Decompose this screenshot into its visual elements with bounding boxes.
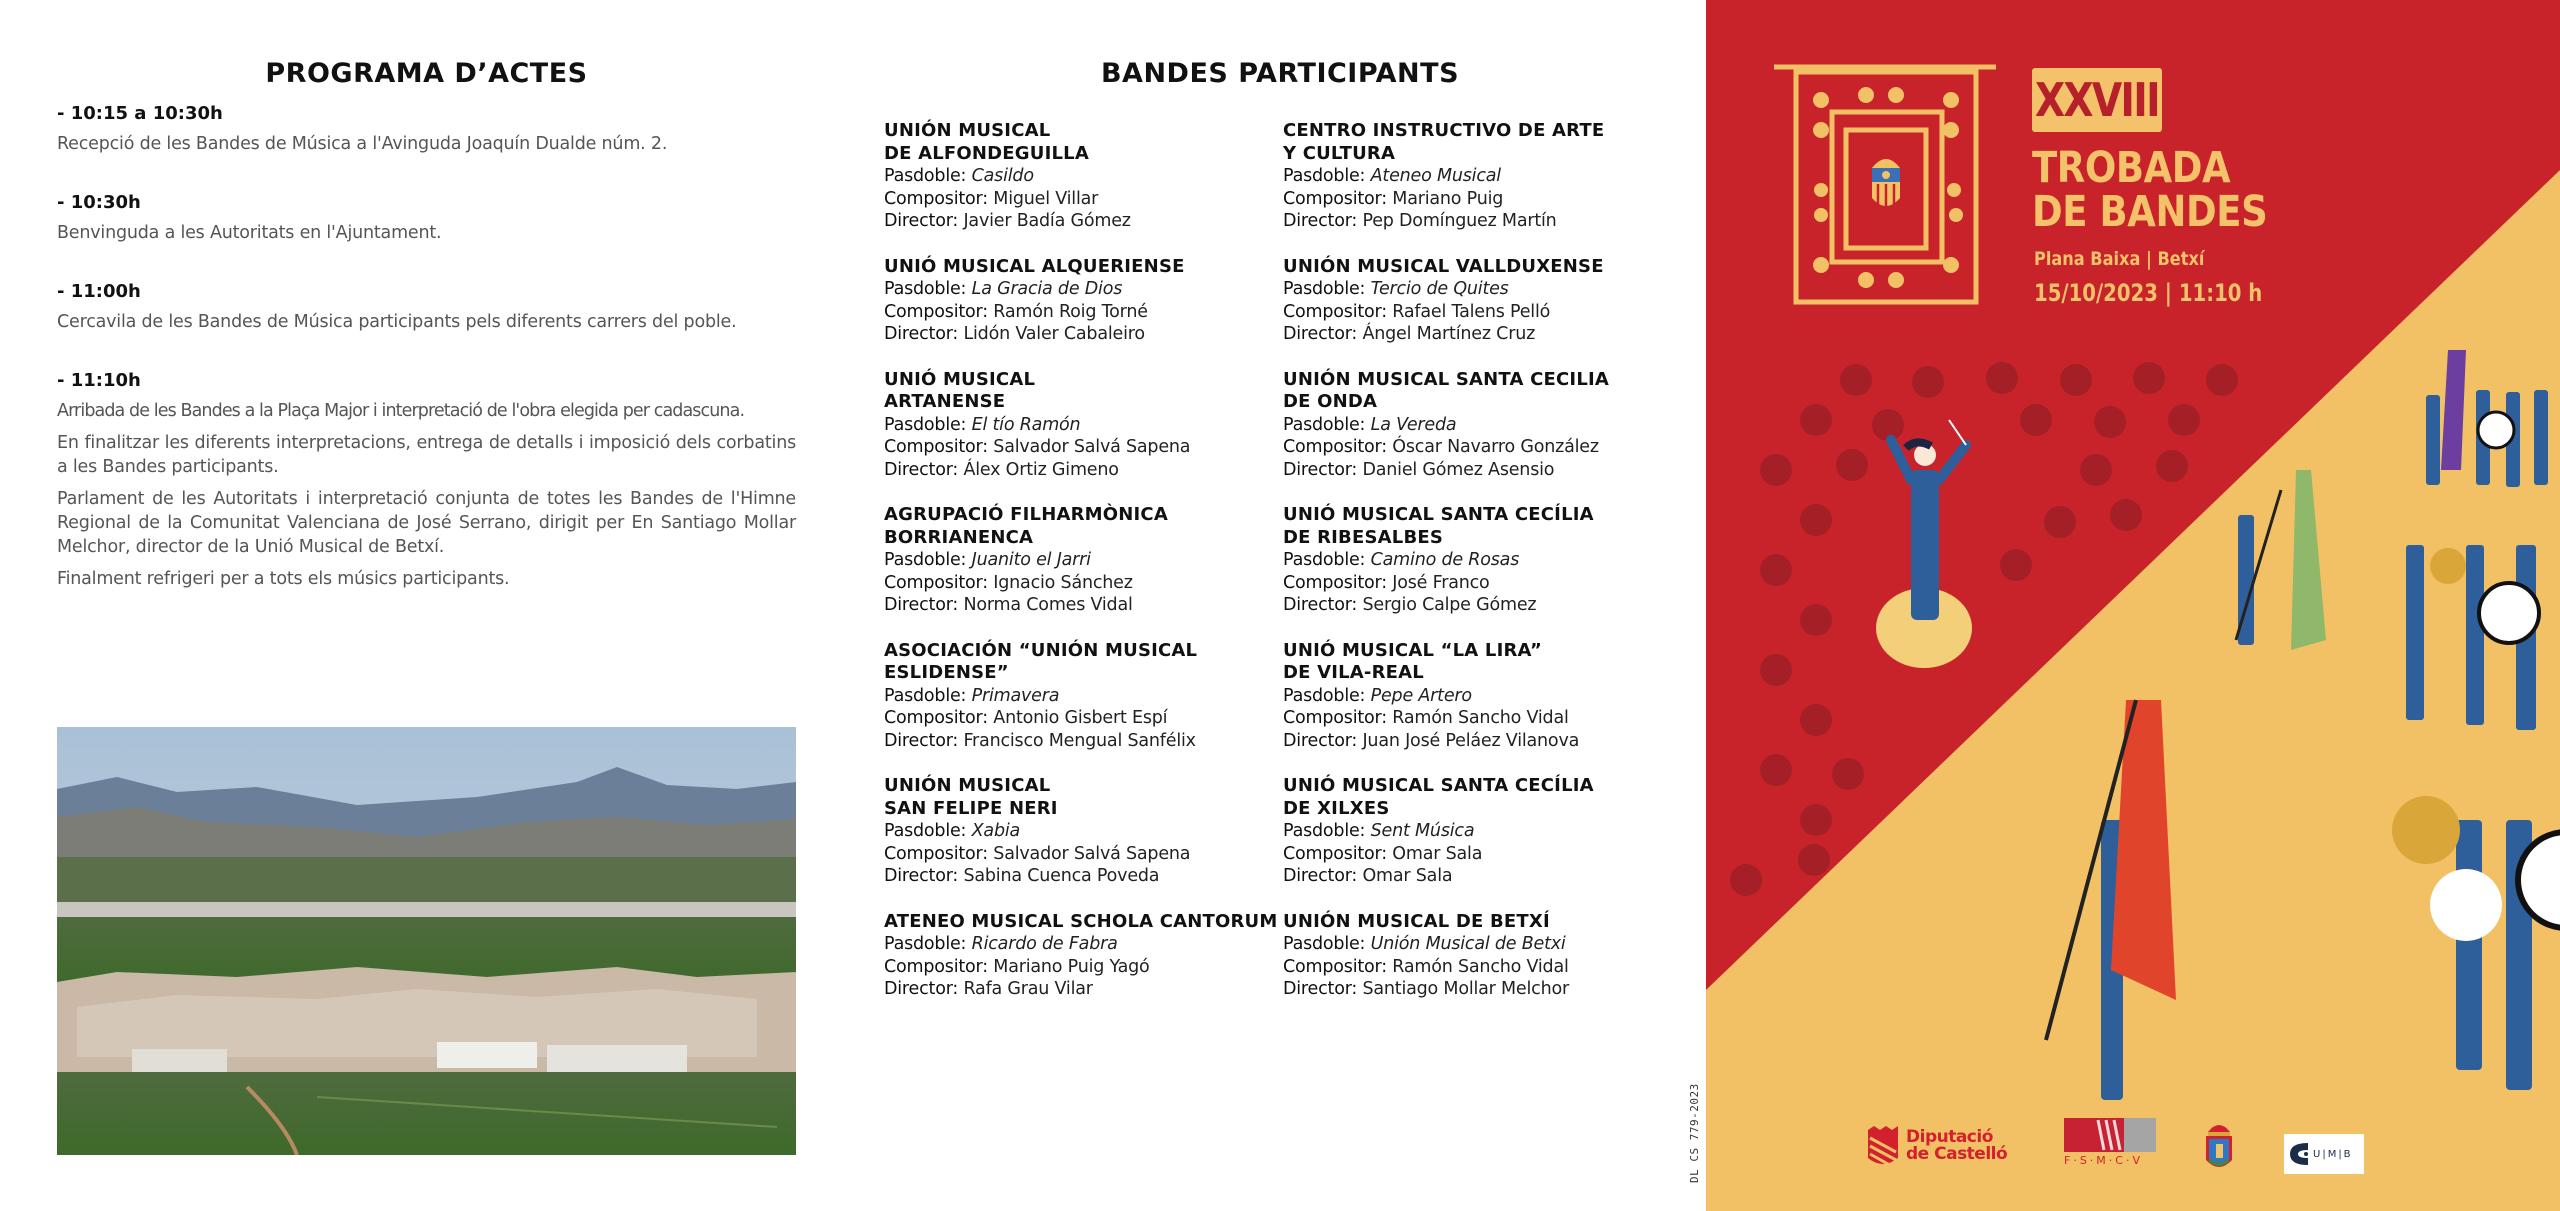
- event-description: En finalitzar les diferents interpretacions, entrega de detalls i imposició dels corbatins a les Bandes participants.: [57, 433, 796, 477]
- program-event: [57, 281, 796, 334]
- director-label: Director:: [884, 730, 959, 751]
- bands-column-2: [1283, 120, 1683, 1024]
- band-pasdoble: [1283, 685, 1683, 708]
- director-label: Director:: [1283, 730, 1358, 751]
- compositor-name: Ignacio Sánchez: [993, 572, 1133, 593]
- compositor-name: José Franco: [1392, 572, 1490, 593]
- band-name: UNIÓN MUSICAL DE BETXÍ: [1283, 910, 1550, 932]
- pasdoble-label: Pasdoble:: [1283, 821, 1366, 841]
- band-entry: [1283, 504, 1683, 617]
- sponsor-logos: [1706, 1118, 2560, 1178]
- band-pasdoble: [1283, 414, 1683, 437]
- director-label: Director:: [1283, 459, 1358, 480]
- director-label: Director:: [884, 979, 959, 999]
- pasdoble-title: Juanito el Jarri: [971, 550, 1091, 570]
- director-name: Javier Badía Gómez: [963, 211, 1131, 231]
- band-compositor: [1283, 188, 1683, 211]
- band-entry: [884, 775, 1284, 888]
- pasdoble-label: Pasdoble:: [884, 414, 967, 435]
- compositor-label: Compositor:: [1283, 437, 1387, 457]
- director-name: Álex Ortiz Gimeno: [963, 459, 1119, 480]
- pasdoble-title: El tío Ramón: [971, 414, 1081, 435]
- band-entry: [884, 120, 1284, 233]
- compositor-name: Rafael Talens Pelló: [1392, 301, 1551, 322]
- legal-deposit-code: DL CS 779-2023: [1688, 1083, 1701, 1183]
- poster-location: Plana Baixa | Betxí: [2034, 248, 2205, 270]
- director-name: Daniel Gómez Asensio: [1362, 459, 1555, 480]
- pasdoble-label: Pasdoble:: [884, 821, 967, 841]
- band-name: UNIÓ MUSICAL SANTA CECÍLIA DE XILXES: [1283, 775, 1594, 819]
- director-label: Director:: [884, 866, 959, 886]
- director-name: Lidón Valer Cabaleiro: [963, 324, 1145, 344]
- umb-logo-box: [2284, 1134, 2364, 1174]
- director-name: Ángel Martínez Cruz: [1362, 324, 1536, 344]
- event-description: Benvinguda a les Autoritats en l'Ajuntament.: [57, 223, 442, 243]
- director-name: Juan José Peláez Vilanova: [1362, 730, 1580, 751]
- band-entry: [1283, 256, 1683, 346]
- band-director: [884, 594, 1284, 617]
- pasdoble-label: Pasdoble:: [1283, 166, 1366, 186]
- band-compositor: [884, 436, 1284, 459]
- band-pasdoble: [884, 685, 1284, 708]
- compositor-label: Compositor:: [884, 188, 988, 209]
- director-label: Director:: [884, 595, 959, 615]
- event-description: Recepció de les Bandes de Música a l'Avinguda Joaquín Dualde núm. 2.: [57, 134, 668, 154]
- bands-section-header: [870, 58, 1690, 89]
- band-name: UNIÓN MUSICAL SANTA CECILIA DE ONDA: [1283, 368, 1610, 412]
- compositor-name: Ramón Sancho Vidal: [1392, 708, 1569, 728]
- compositor-label: Compositor:: [1283, 301, 1387, 322]
- band-compositor: [1283, 301, 1683, 324]
- program-event: [57, 103, 796, 156]
- band-compositor: [884, 188, 1284, 211]
- director-label: Director:: [1283, 211, 1358, 231]
- compositor-label: Compositor:: [884, 572, 988, 593]
- band-compositor: [884, 301, 1284, 324]
- compositor-label: Compositor:: [1283, 843, 1387, 864]
- band-compositor: [884, 843, 1284, 866]
- diputacio-label: Diputació de Castelló: [1906, 1127, 2008, 1164]
- band-pasdoble: [1283, 165, 1683, 188]
- band-name: ASOCIACIÓN “UNIÓN MUSICAL ESLIDENSE”: [884, 639, 1198, 683]
- director-label: Director:: [1283, 595, 1358, 615]
- band-entry: [1283, 775, 1683, 888]
- program-section: [57, 58, 796, 599]
- bands-title: BANDES PARTICIPANTS: [1100, 58, 1460, 89]
- program-title: PROGRAMA D’ACTES: [265, 58, 588, 89]
- band-name: UNIÓ MUSICAL SANTA CECÍLIA DE RIBESALBES: [1283, 504, 1594, 548]
- band-compositor: [1283, 843, 1683, 866]
- edition-badge: [2032, 68, 2162, 132]
- band-director: [884, 323, 1284, 346]
- band-compositor: [884, 707, 1284, 730]
- band-compositor: [1283, 707, 1683, 730]
- band-director: [1283, 459, 1683, 482]
- event-time: - 10:30h: [57, 192, 141, 213]
- logo-umb: [2284, 1126, 2364, 1182]
- band-director: [1283, 865, 1683, 888]
- band-entry: [1283, 120, 1683, 233]
- band-entry: [884, 256, 1284, 346]
- pasdoble-label: Pasdoble:: [884, 279, 967, 299]
- pasdoble-label: Pasdoble:: [1283, 279, 1366, 299]
- compositor-label: Compositor:: [884, 956, 988, 977]
- compositor-name: Mariano Puig: [1392, 188, 1504, 209]
- logo-fsmcv: [2064, 1118, 2156, 1174]
- band-pasdoble: [1283, 549, 1683, 572]
- band-director: [1283, 978, 1683, 1001]
- band-pasdoble: [884, 165, 1284, 188]
- band-compositor: [1283, 436, 1683, 459]
- director-name: Sabina Cuenca Poveda: [963, 866, 1160, 886]
- town-landscape-image: [57, 727, 796, 1155]
- diputacio-shield-icon: [1866, 1124, 1900, 1168]
- town-photo: [57, 727, 796, 1155]
- betxi-coat-of-arms-icon: [2202, 1118, 2236, 1174]
- pasdoble-title: Pepe Artero: [1370, 685, 1472, 706]
- band-director: [1283, 594, 1683, 617]
- director-name: Omar Sala: [1362, 866, 1453, 886]
- band-name: UNIÓN MUSICAL DE ALFONDEGUILLA: [884, 120, 1089, 164]
- band-director: [1283, 730, 1683, 753]
- band-director: [884, 865, 1284, 888]
- band-pasdoble: [884, 549, 1284, 572]
- pasdoble-title: Ricardo de Fabra: [971, 934, 1118, 954]
- director-name: Santiago Mollar Melchor: [1362, 979, 1569, 999]
- compositor-label: Compositor:: [1283, 708, 1387, 728]
- director-label: Director:: [884, 211, 959, 231]
- band-director: [884, 210, 1284, 233]
- logo-diputacio-castello: [1866, 1118, 2007, 1174]
- band-compositor: [1283, 572, 1683, 595]
- event-time: - 11:00h: [57, 281, 141, 302]
- band-name: UNIÓ MUSICAL “LA LIRA” DE VILA-REAL: [1283, 639, 1543, 683]
- poster-datetime: 15/10/2023 | 11:10 h: [2034, 279, 2263, 307]
- compositor-label: Compositor:: [884, 301, 988, 322]
- compositor-name: Óscar Navarro González: [1392, 437, 1599, 457]
- director-name: Norma Comes Vidal: [963, 595, 1133, 615]
- compositor-name: Ramón Sancho Vidal: [1392, 956, 1569, 977]
- band-entry: [884, 640, 1284, 753]
- band-name: AGRUPACIÓ FILHARMÒNICA BORRIANENCA: [884, 504, 1168, 548]
- pasdoble-label: Pasdoble:: [884, 934, 967, 954]
- pasdoble-label: Pasdoble:: [1283, 934, 1366, 954]
- umb-label: U|M|B: [2313, 1148, 2353, 1160]
- band-compositor: [884, 572, 1284, 595]
- director-label: Director:: [1283, 324, 1358, 344]
- band-pasdoble: [1283, 820, 1683, 843]
- compositor-label: Compositor:: [884, 437, 988, 457]
- band-director: [884, 730, 1284, 753]
- fsmcv-label: F·S·M·C·V: [2064, 1154, 2143, 1167]
- pasdoble-label: Pasdoble:: [1283, 414, 1366, 435]
- band-pasdoble: [1283, 933, 1683, 956]
- compositor-name: Omar Sala: [1392, 843, 1483, 864]
- director-name: Francisco Mengual Sanfélix: [963, 730, 1196, 751]
- pasdoble-title: La Vereda: [1370, 414, 1457, 435]
- band-name: UNIÓN MUSICAL SAN FELIPE NERI: [884, 775, 1058, 819]
- compositor-label: Compositor:: [1283, 188, 1387, 209]
- pasdoble-title: La Gracia de Dios: [971, 279, 1123, 299]
- compositor-name: Antonio Gisbert Espí: [993, 708, 1168, 728]
- pasdoble-title: Primavera: [971, 685, 1060, 706]
- poster-title: TROBADA DE BANDES: [2032, 143, 2268, 237]
- event-description: Cercavila de les Bandes de Música participants pels diferents carrers del poble.: [57, 312, 737, 332]
- compositor-label: Compositor:: [884, 843, 988, 864]
- band-name: CENTRO INSTRUCTIVO DE ARTE Y CULTURA: [1283, 120, 1605, 164]
- pasdoble-title: Tercio de Quites: [1370, 279, 1509, 299]
- director-label: Director:: [1283, 979, 1358, 999]
- compositor-name: Miguel Villar: [993, 188, 1099, 209]
- pasdoble-title: Casildo: [971, 166, 1034, 186]
- logo-ajuntament-betxi: [2202, 1118, 2236, 1174]
- pasdoble-label: Pasdoble:: [1283, 550, 1366, 570]
- band-entry: [884, 369, 1284, 482]
- director-name: Rafa Grau Vilar: [963, 979, 1093, 999]
- edition-number: XXVIII: [2035, 73, 2160, 127]
- band-pasdoble: [884, 414, 1284, 437]
- pasdoble-label: Pasdoble:: [884, 166, 967, 186]
- program-event: [57, 192, 796, 245]
- band-entry: [1283, 369, 1683, 482]
- band-entry: [1283, 640, 1683, 753]
- event-poster: [1706, 0, 2560, 1211]
- pasdoble-title: Camino de Rosas: [1370, 550, 1520, 570]
- program-event: [57, 370, 796, 591]
- band-pasdoble: [884, 278, 1284, 301]
- umb-emblem-icon: [2288, 1141, 2310, 1167]
- band-pasdoble: [1283, 278, 1683, 301]
- compositor-label: Compositor:: [1283, 572, 1387, 593]
- pasdoble-title: Unión Musical de Betxi: [1370, 934, 1566, 954]
- pasdoble-title: Ateneo Musical: [1370, 166, 1501, 186]
- band-pasdoble: [884, 820, 1284, 843]
- band-entry: [884, 504, 1284, 617]
- band-name: UNIÓ MUSICAL ARTANENSE: [884, 368, 1036, 412]
- event-description: Arribada de les Bandes a la Plaça Major i interpretació de l'obra elegida per cadascuna.: [57, 401, 745, 421]
- event-time: - 11:10h: [57, 370, 141, 391]
- pasdoble-title: Sent Música: [1370, 821, 1475, 841]
- band-director: [1283, 323, 1683, 346]
- director-name: Pep Domínguez Martín: [1362, 211, 1557, 231]
- town-coat-of-arms: [1872, 159, 1900, 208]
- event-time: - 10:15 a 10:30h: [57, 103, 223, 124]
- event-description: Parlament de les Autoritats i interpretació conjunta de totes les Bandes de l'Himne Regional de la Comunitat Valenciana de José Serrano, dirigit per En Santiago Mollar Melchor, director de la Unió Musical de Betxí.: [57, 489, 796, 557]
- pasdoble-title: Xabia: [971, 821, 1021, 841]
- band-entry: [1283, 911, 1683, 1001]
- band-name: UNIÓN MUSICAL VALLDUXENSE: [1283, 255, 1604, 277]
- compositor-name: Salvador Salvá Sapena: [993, 437, 1191, 457]
- bands-column-1: [884, 120, 1284, 1024]
- fsmcv-emblem-icon: [2064, 1118, 2156, 1152]
- director-label: Director:: [884, 324, 959, 344]
- band-director: [884, 459, 1284, 482]
- band-entry: [884, 911, 1284, 1001]
- pasdoble-label: Pasdoble:: [884, 550, 967, 570]
- event-description: Finalment refrigeri per a tots els músics participants.: [57, 569, 510, 589]
- band-director: [1283, 210, 1683, 233]
- director-label: Director:: [884, 459, 959, 480]
- band-name: UNIÓ MUSICAL ALQUERIENSE: [884, 255, 1185, 277]
- compositor-name: Salvador Salvá Sapena: [993, 843, 1191, 864]
- compositor-label: Compositor:: [884, 708, 988, 728]
- pasdoble-label: Pasdoble:: [884, 685, 967, 706]
- pasdoble-label: Pasdoble:: [1283, 685, 1366, 706]
- band-name: ATENEO MUSICAL SCHOLA CANTORUM: [884, 910, 1278, 932]
- compositor-label: Compositor:: [1283, 956, 1387, 977]
- band-director: [884, 978, 1284, 1001]
- compositor-name: Ramón Roig Torné: [993, 301, 1148, 322]
- compositor-name: Mariano Puig Yagó: [993, 956, 1150, 977]
- band-pasdoble: [884, 933, 1284, 956]
- band-compositor: [1283, 956, 1683, 979]
- director-name: Sergio Calpe Gómez: [1362, 595, 1537, 615]
- director-label: Director:: [1283, 866, 1358, 886]
- band-compositor: [884, 956, 1284, 979]
